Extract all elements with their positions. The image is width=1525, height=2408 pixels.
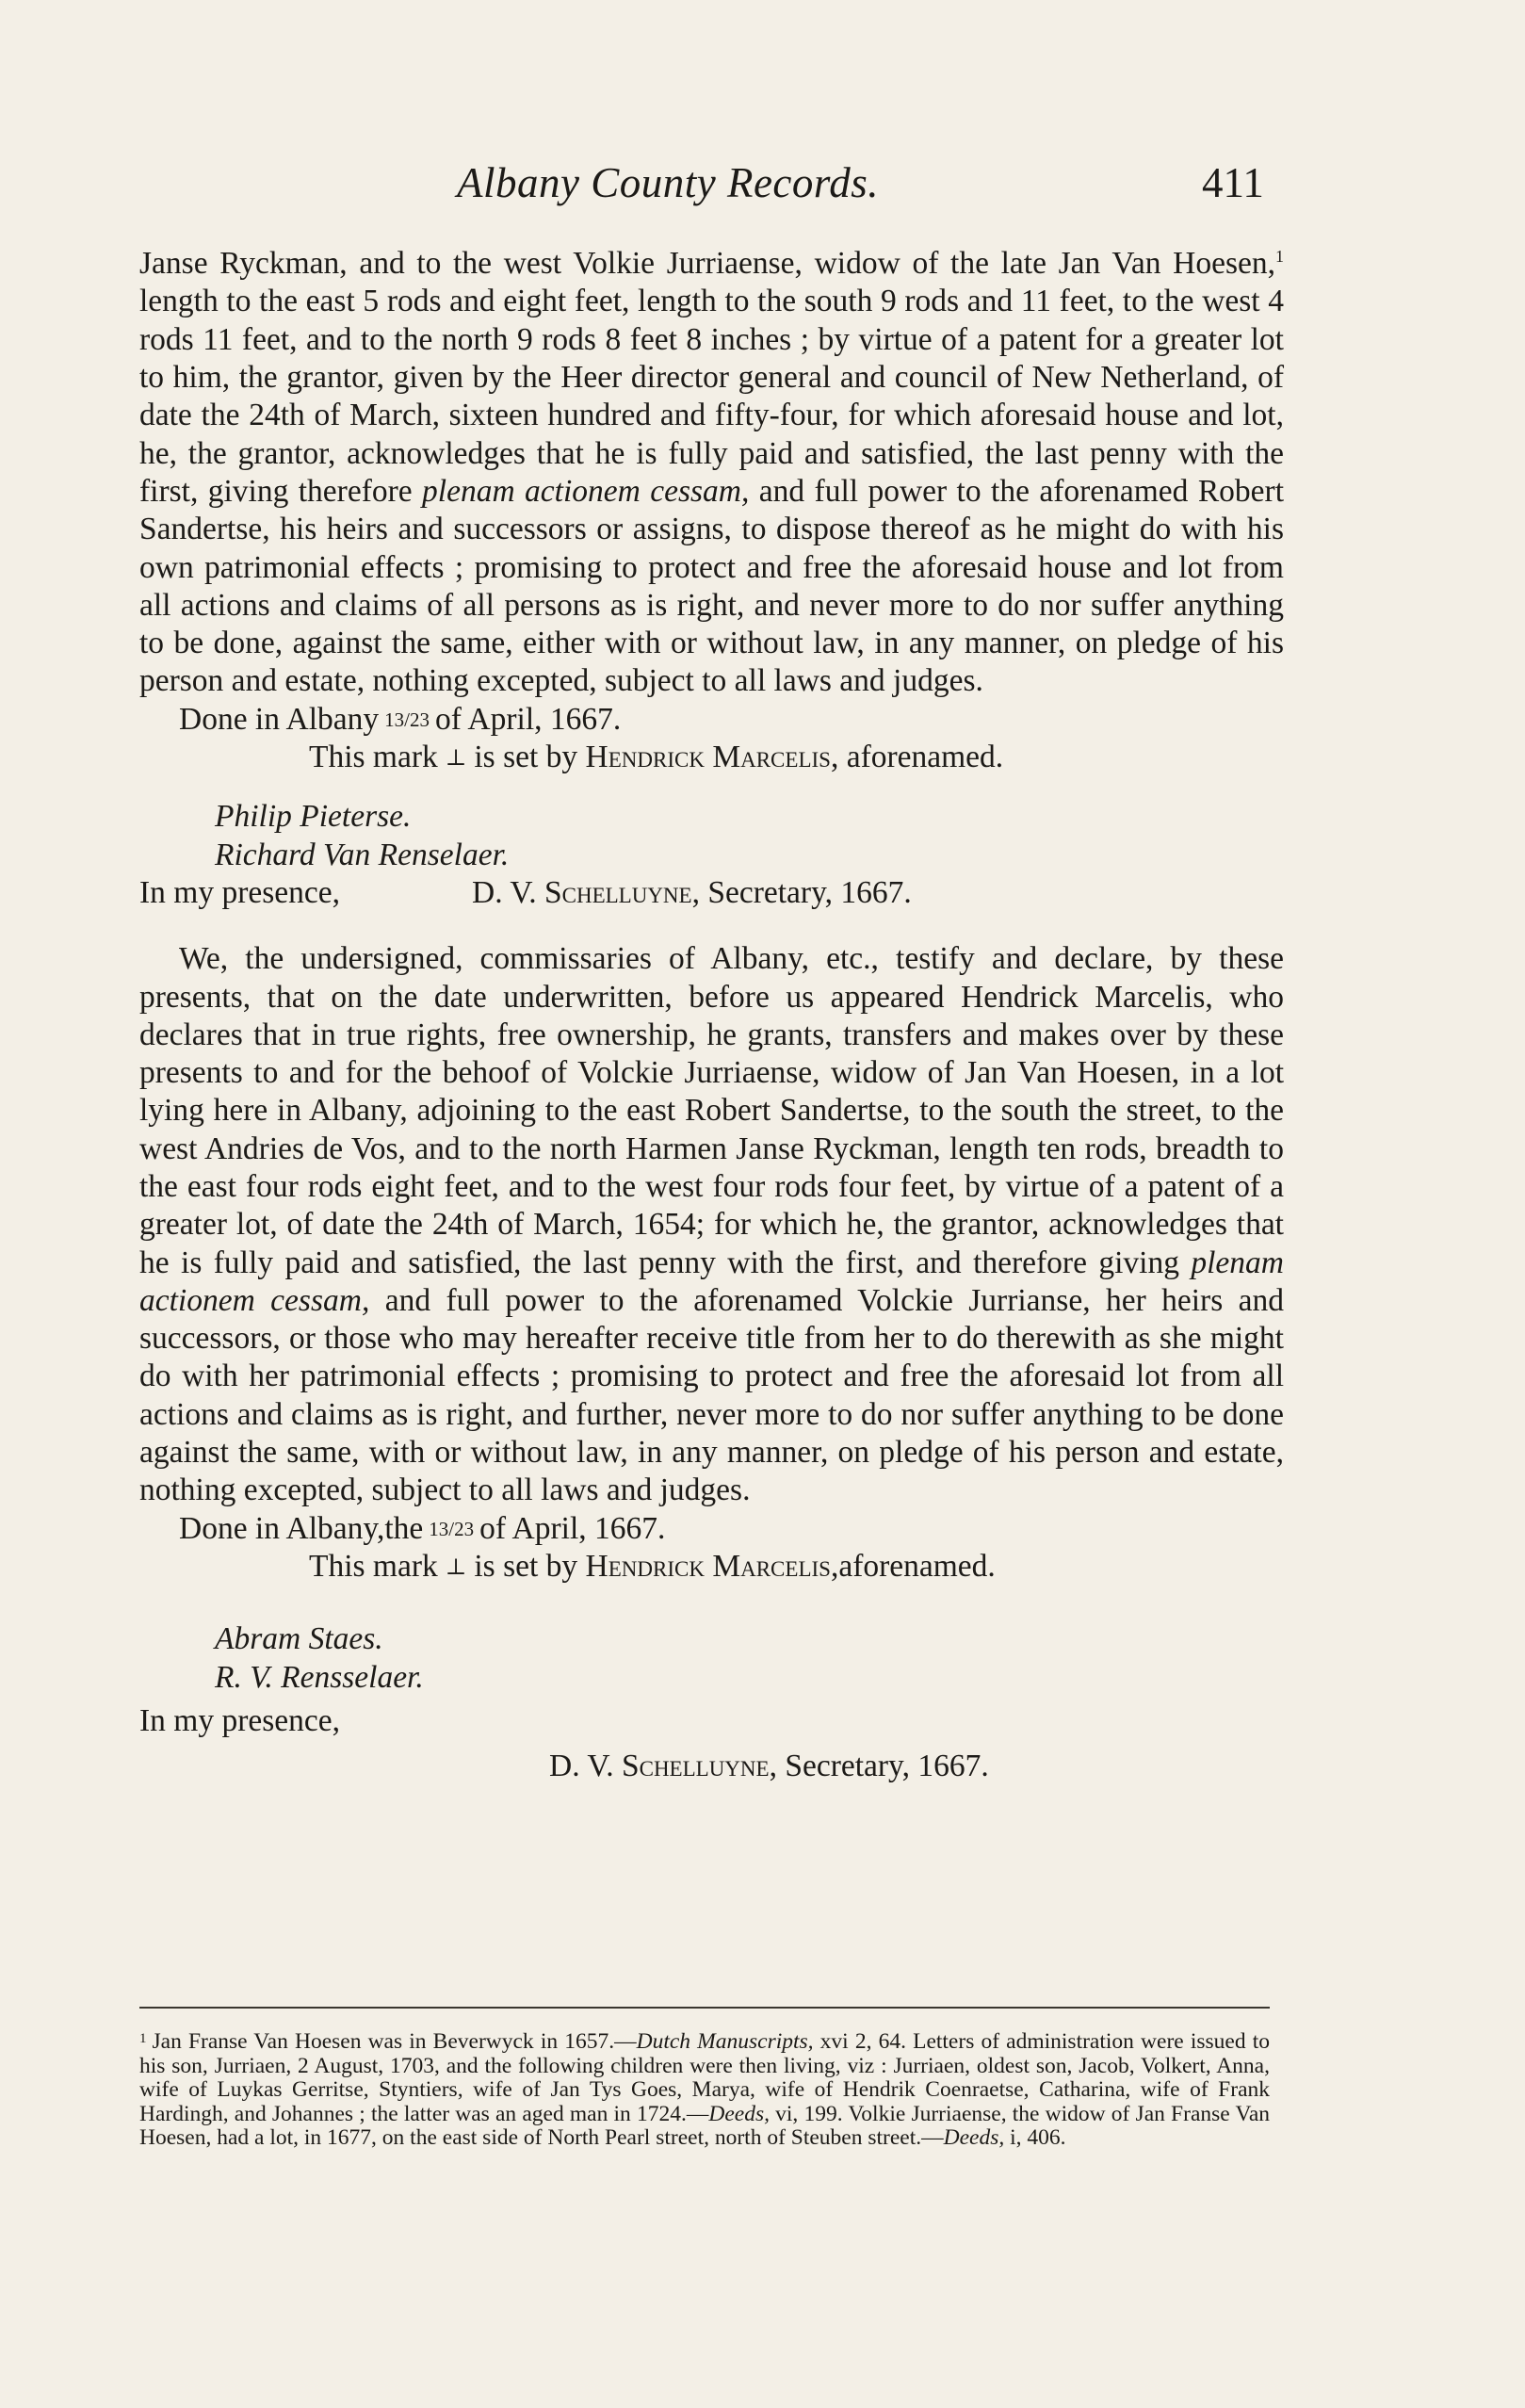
witness-name: Philip Pieterse. — [215, 799, 412, 835]
body-text — [139, 237, 1284, 1785]
witness-list-2 — [215, 1620, 1284, 1697]
page-number: 411 — [1202, 159, 1264, 206]
running-head: Albany County Records. — [457, 159, 879, 206]
mark-line-1: This mark ⊥ is set by Hendrick Marcelis, aforenamed. — [309, 739, 1284, 777]
date-fraction: 13/23 — [384, 708, 430, 731]
latin-phrase: plenam actionem cessam, — [422, 473, 750, 509]
grantor-name: Hendrick Marcelis — [585, 740, 831, 775]
footnote-marker: 1 — [139, 2031, 147, 2046]
signature-line-2: D. V. Schelluyne, Secretary, 1667. — [549, 1749, 989, 1784]
mark-line-2: This mark ⊥ is set by Hendrick Marcelis,aforenamed. — [309, 1548, 1284, 1586]
date-fraction: 13/23 — [429, 1517, 475, 1540]
latin-phrase: plenam actionem cessam, — [139, 1245, 1284, 1318]
footnote-divider — [139, 2007, 1270, 2009]
presence-label: In my presence, — [139, 1702, 341, 1738]
paragraph-deed-1: Janse Ryckman, and to the west Volkie Jurriaense, widow of the late Jan Van Hoesen,$^1$ length to the east 5 rods and eight feet, length to the south 9 rods and 11 feet, to the west 4 rods 11 feet, and to the north 9 rods 8 feet 8 inches ; by virtue of a patent for a greater lot to him, the grantor, given by the Heer director general and council of New Netherland, of date the 24th of March, sixteen hundred and fifty-four, for which aforesaid house and lot, he, the grantor, acknowledges that he is fully paid and satisfied, the last penny with the first, giving therefore plenam actionem cessam, and full power to the aforenamed Robert Sandertse, his heirs and successors or assigns, to dispose thereof as he might do with his own patrimonial effects ; promising to protect and free the aforesaid house and lot from all actions and claims of all persons as is right, and never more to do nor suffer anything to be done, against the same, either with or without law, in any manner, on pledge of his person and estate, nothing excepted, subject to all laws and judges. — [139, 246, 1284, 699]
paragraph-deed-2: We, the undersigned, commissaries of Albany, etc., testify and declare, by these presents, that on the date underwritten, before us appeared Hendrick Marcelis, who declares that in true rights, free ownership, he grants, transfers and makes over by these presents to and for the behoof of Volckie Jurriaense, widow of Jan Van Hoesen, in a lot lying here in Albany, adjoining to the east Robert Sandertse, to the south the street, to the west Andries de Vos, and to the north Harmen Janse Ryckman, length ten rods, breadth to the east four rods eight feet, and to the west four rods four feet, by virtue of a patent of a greater lot, of date the 24th of March, 1654; for which he, the grantor, acknowledges that he is fully paid and satisfied, the last penny with the first, and therefore giving plenam actionem cessam, and full power to the aforenamed Volckie Jurrianse, her heirs and successors, or those who may hereafter receive title from her to do therewith as she might do with her patrimonial effects ; promising to protect and free the aforesaid lot from all actions and claims as is right, and further, never more to do nor suffer anything to be done against the same, with or without law, in any manner, on pledge of his person and estate, nothing excepted, subject to all laws and judges. — [139, 941, 1284, 1508]
grantor-mark-icon: ⊥ — [445, 1554, 467, 1580]
done-line-2: Done in Albany,the 13/23 of April, 1667. — [179, 1510, 666, 1546]
done-line-1: Done in Albany 13/23 of April, 1667. — [179, 701, 622, 737]
witness-name: Richard Van Renselaer. — [215, 837, 510, 872]
grantor-name: Hendrick Marcelis — [585, 1548, 831, 1584]
witness-name: Abram Staes. — [215, 1621, 383, 1657]
secretary-name: Schelluyne — [621, 1749, 770, 1784]
witness-list-1 — [215, 798, 1284, 874]
footnote-reference: 1 — [1275, 247, 1284, 266]
footnote: $^1$ Jan Franse Van Hoesen was in Beverwyck in 1657.—Dutch Manuscripts, xvi 2, 64. Letters of administration were issued to his son, Jurriaen, 2 August, 1703, and the following children were then living, viz : Jurriaen, oldest son, Jacob, Volkert, Anna, wife of Luykas Gerritse, Styntiers, wife of Jan Tys Goes, Marya, wife of Hendrik Coenraetse, Catharina, wife of Frank Hardingh, and Johannes ; the latter was an aged man in 1724.—Deeds, vi, 199. Volkie Jurriaense, the widow of Jan Franse Van Hoesen, had a lot, in 1677, on the east side of North Pearl street, north of Steuben street.—Deeds, i, 406. — [139, 2029, 1270, 2150]
secretary-name: Schelluyne — [543, 874, 692, 910]
grantor-mark-icon: ⊥ — [445, 746, 467, 772]
signature-line-1: In my presence, D. V. Schelluyne, Secretary, 1667. — [139, 874, 912, 910]
witness-name: R. V. Rensselaer. — [215, 1659, 424, 1695]
